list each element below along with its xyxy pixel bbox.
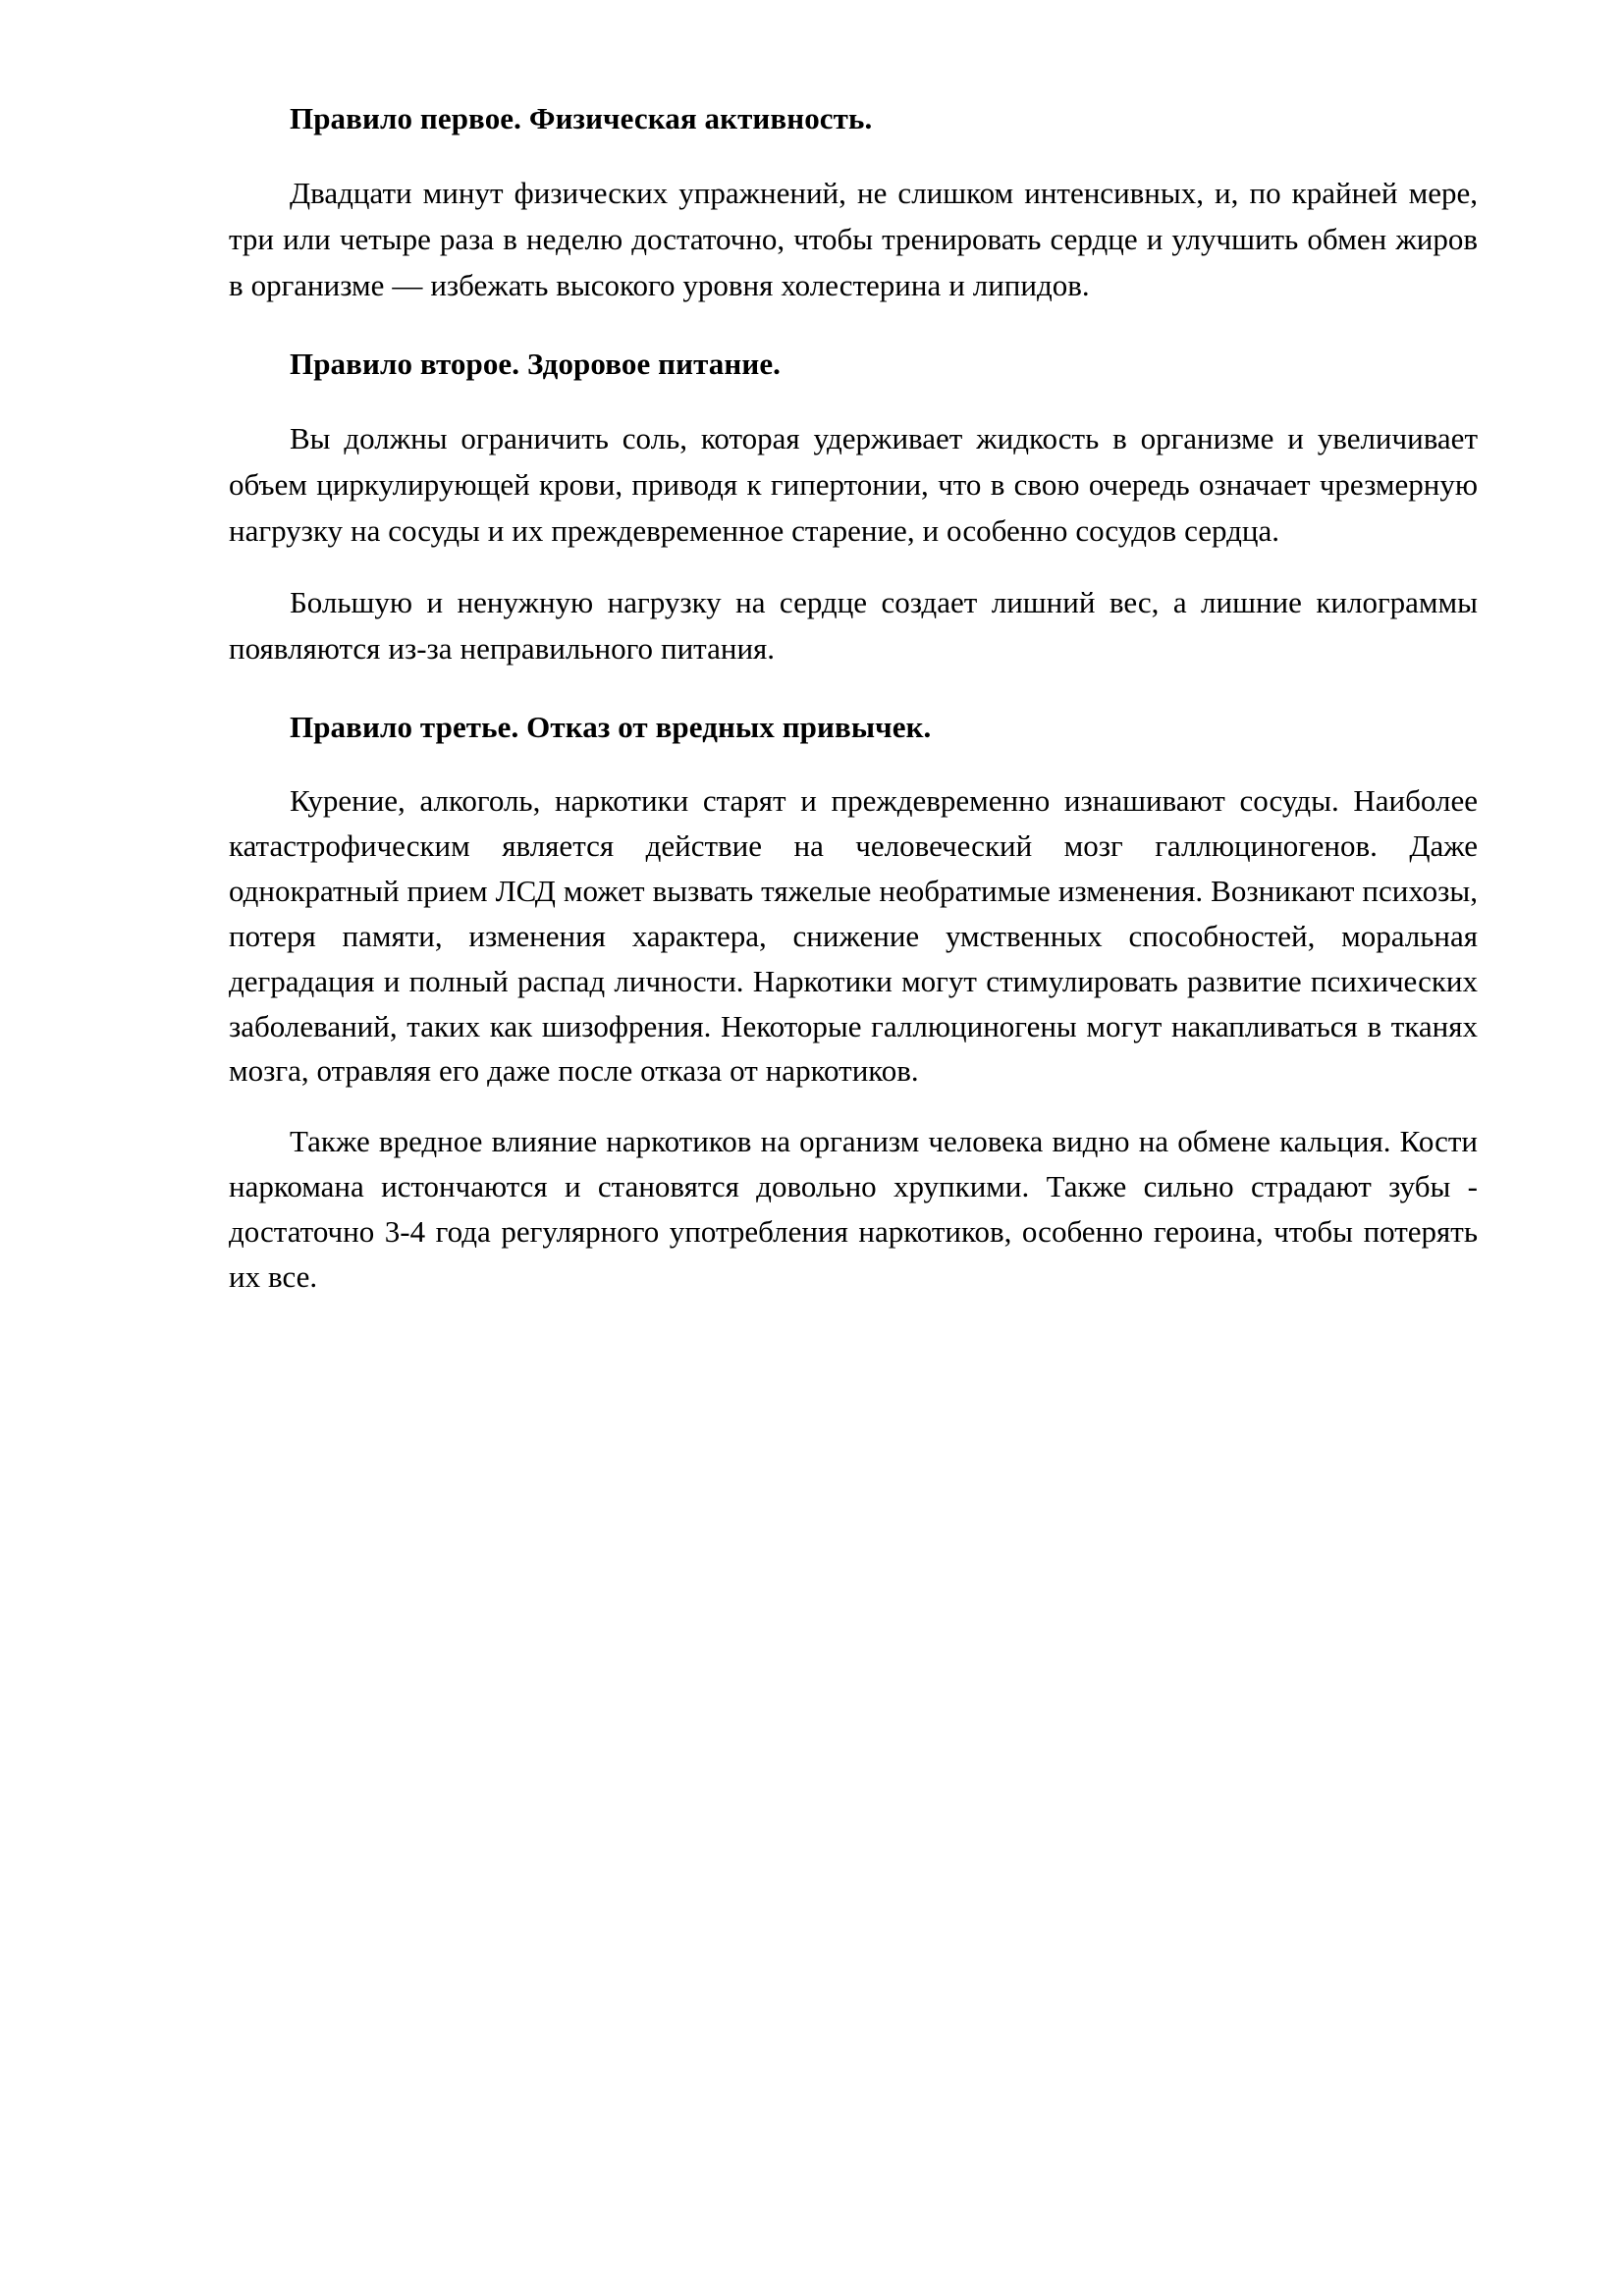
spacer <box>229 554 1478 579</box>
spacer <box>229 386 1478 415</box>
rule-two-paragraph-salt: Вы должны ограничить соль, которая удерживает жидкость в организме и увеличивает объем циркулирующей крови, приводя к гипертонии, что в свою очередь означает чрезмерную нагрузку на сосуды и их преждевременное старение, и особенно сосудов сердца. <box>229 420 1478 549</box>
rule-one-heading: Правило первое. Физическая активность. <box>290 101 873 135</box>
spacer <box>229 308 1478 344</box>
rule-three-heading: Правило третье. Отказ от вредных привычек. <box>290 710 932 745</box>
rule-two-paragraph-weight: Большую и ненужную нагрузку на сердце создает лишний вес, а лишние килограммы появляются из-за неправильного питания. <box>229 585 1478 667</box>
rule-one-paragraph: Двадцати минут физических упражнений, не слишком интенсивных, и, по крайней мере, три или четыре раза в неделю достаточно, чтобы тренировать сердце и улучшить обмен жиров в организме — избежать высокого уровня холестерина и липидов. <box>229 175 1478 302</box>
document-text-column <box>229 98 1478 1300</box>
spacer <box>229 671 1478 707</box>
spacer <box>229 140 1478 170</box>
rule-two-heading: Правило второе. Здоровое питание. <box>290 347 782 382</box>
spacer <box>229 1094 1478 1119</box>
rule-three-paragraph-calcium: Также вредное влияние наркотиков на организм человека видно на обмене кальция. Кости наркомана истончаются и становятся довольно хрупкими. Также сильно страдают зубы - достаточно 3-4 года регулярного употребления наркотиков, особенно героина, чтобы потерять их все. <box>229 1124 1478 1294</box>
spacer <box>229 749 1478 778</box>
rule-three-paragraph-habits: Курение, алкоголь, наркотики старят и преждевременно изнашивают сосуды. Наиболее катастрофическим является действие на человеческий мозг галлюциногенов. Даже однократный прием ЛСД может вызвать тяжелые необратимые изменения. Возникают психозы, потеря памяти, изменения характера, снижение умственных способностей, моральная деградация и полный распад личности. Наркотики могут стимулировать развитие психических заболеваний, таких как шизофрения. Некоторые галлюциногены могут накапливаться в тканях мозга, отравляя его даже после отказа от наркотиков. <box>229 783 1478 1089</box>
